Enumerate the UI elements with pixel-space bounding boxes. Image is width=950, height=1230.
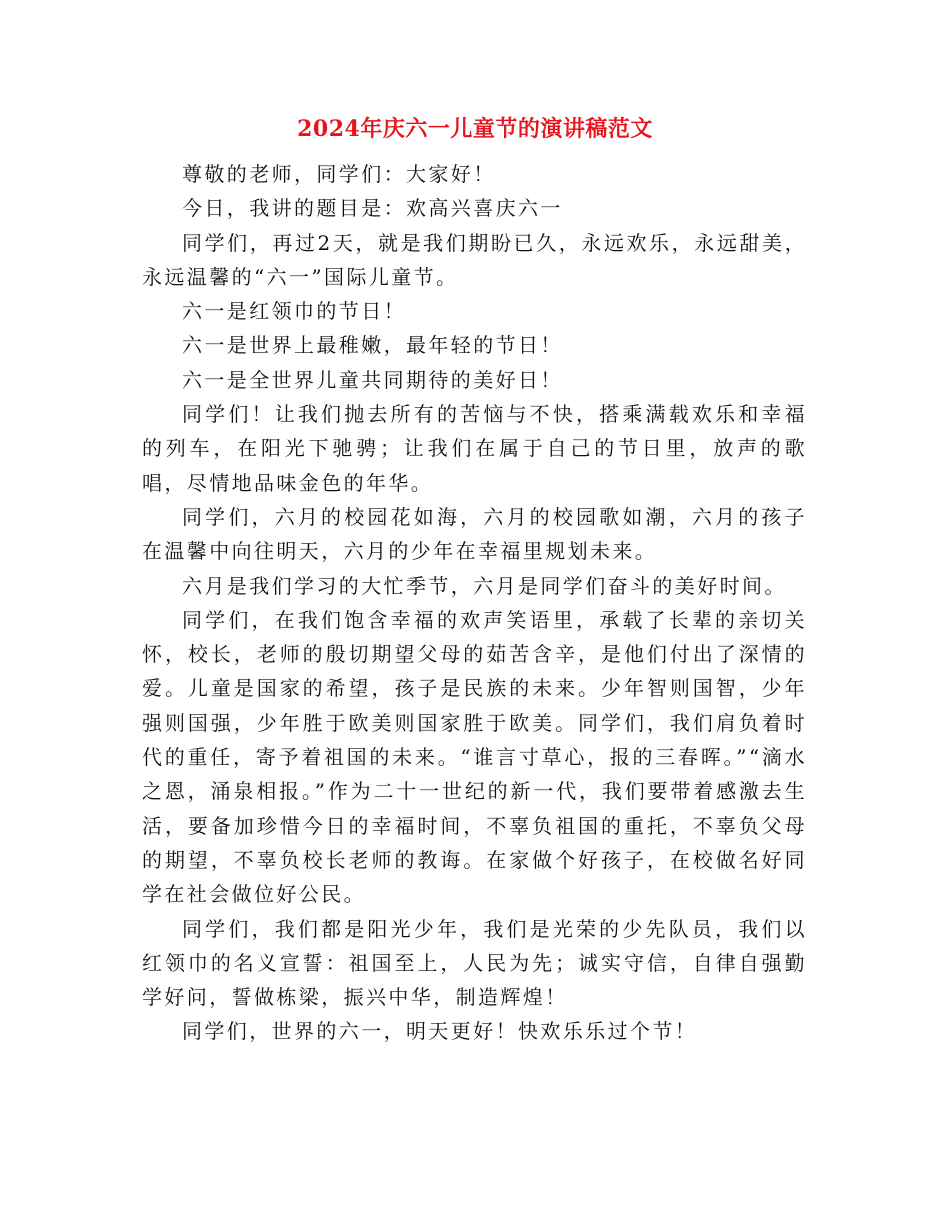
document-body [142, 157, 807, 1049]
paragraph-closing: 同学们，世界的六一，明天更好！快欢乐乐过个节！ [182, 1019, 698, 1044]
paragraph: 同学们，再过2天，就是我们期盼已久，永远欢乐，永远甜美，永远温馨的“六一”国际儿童节。 [142, 230, 807, 289]
paragraph: 六一是全世界儿童共同期待的美好日！ [182, 367, 563, 392]
paragraph: 六一是红领巾的节日！ [182, 299, 406, 324]
paragraph: 同学们，在我们饱含幸福的欢声笑语里，承载了长辈的亲切关怀，校长，老师的殷切期望父母的茹苦含辛，是他们付出了深情的爱。儿童是国家的希望，孩子是民族的未来。少年智则国智，少年强则国强，少年胜于欧美则国家胜于欧美。同学们，我们肩负着时代的重任，寄予着祖国的未来。“谁言寸草心，报的三春晖。”“滴水之恩，涌泉相报。”作为二十一世纪的新一代，我们要带着感激去生活，要备加珍惜今日的幸福时间，不辜负祖国的重托，不辜负父母的期望，不辜负校长老师的教诲。在家做个好孩子，在校做名好同学在社会做位好公民。 [142, 607, 807, 907]
paragraph: 六月是我们学习的大忙季节，六月是同学们奋斗的美好时间。 [182, 573, 787, 598]
paragraph: 同学们，六月的校园花如海，六月的校园歌如潮，六月的孩子在温馨中向往明天，六月的少年在幸福里规划未来。 [142, 504, 807, 564]
paragraph-greeting: 尊敬的老师，同学们：大家好！ [182, 162, 496, 186]
paragraph: 同学们，我们都是阳光少年，我们是光荣的少先队员，我们以红领巾的名义宣誓：祖国至上，人民为先；诚实守信，自律自强勤学好问，誓做栋梁，振兴中华，制造辉煌！ [142, 916, 807, 1010]
paragraph: 同学们！让我们抛去所有的苦恼与不快，搭乘满载欢乐和幸福的列车，在阳光下驰骋；让我们在属于自己的节日里，放声的歌唱，尽情地品味金色的年华。 [142, 402, 807, 495]
paragraph: 六一是世界上最稚嫩，最年轻的节日！ [182, 333, 563, 358]
paragraph-topic: 今日，我讲的题目是：欢高兴喜庆六一 [182, 196, 563, 221]
document-title: 2024年庆六一儿童节的演讲稿范文 [297, 116, 653, 142]
